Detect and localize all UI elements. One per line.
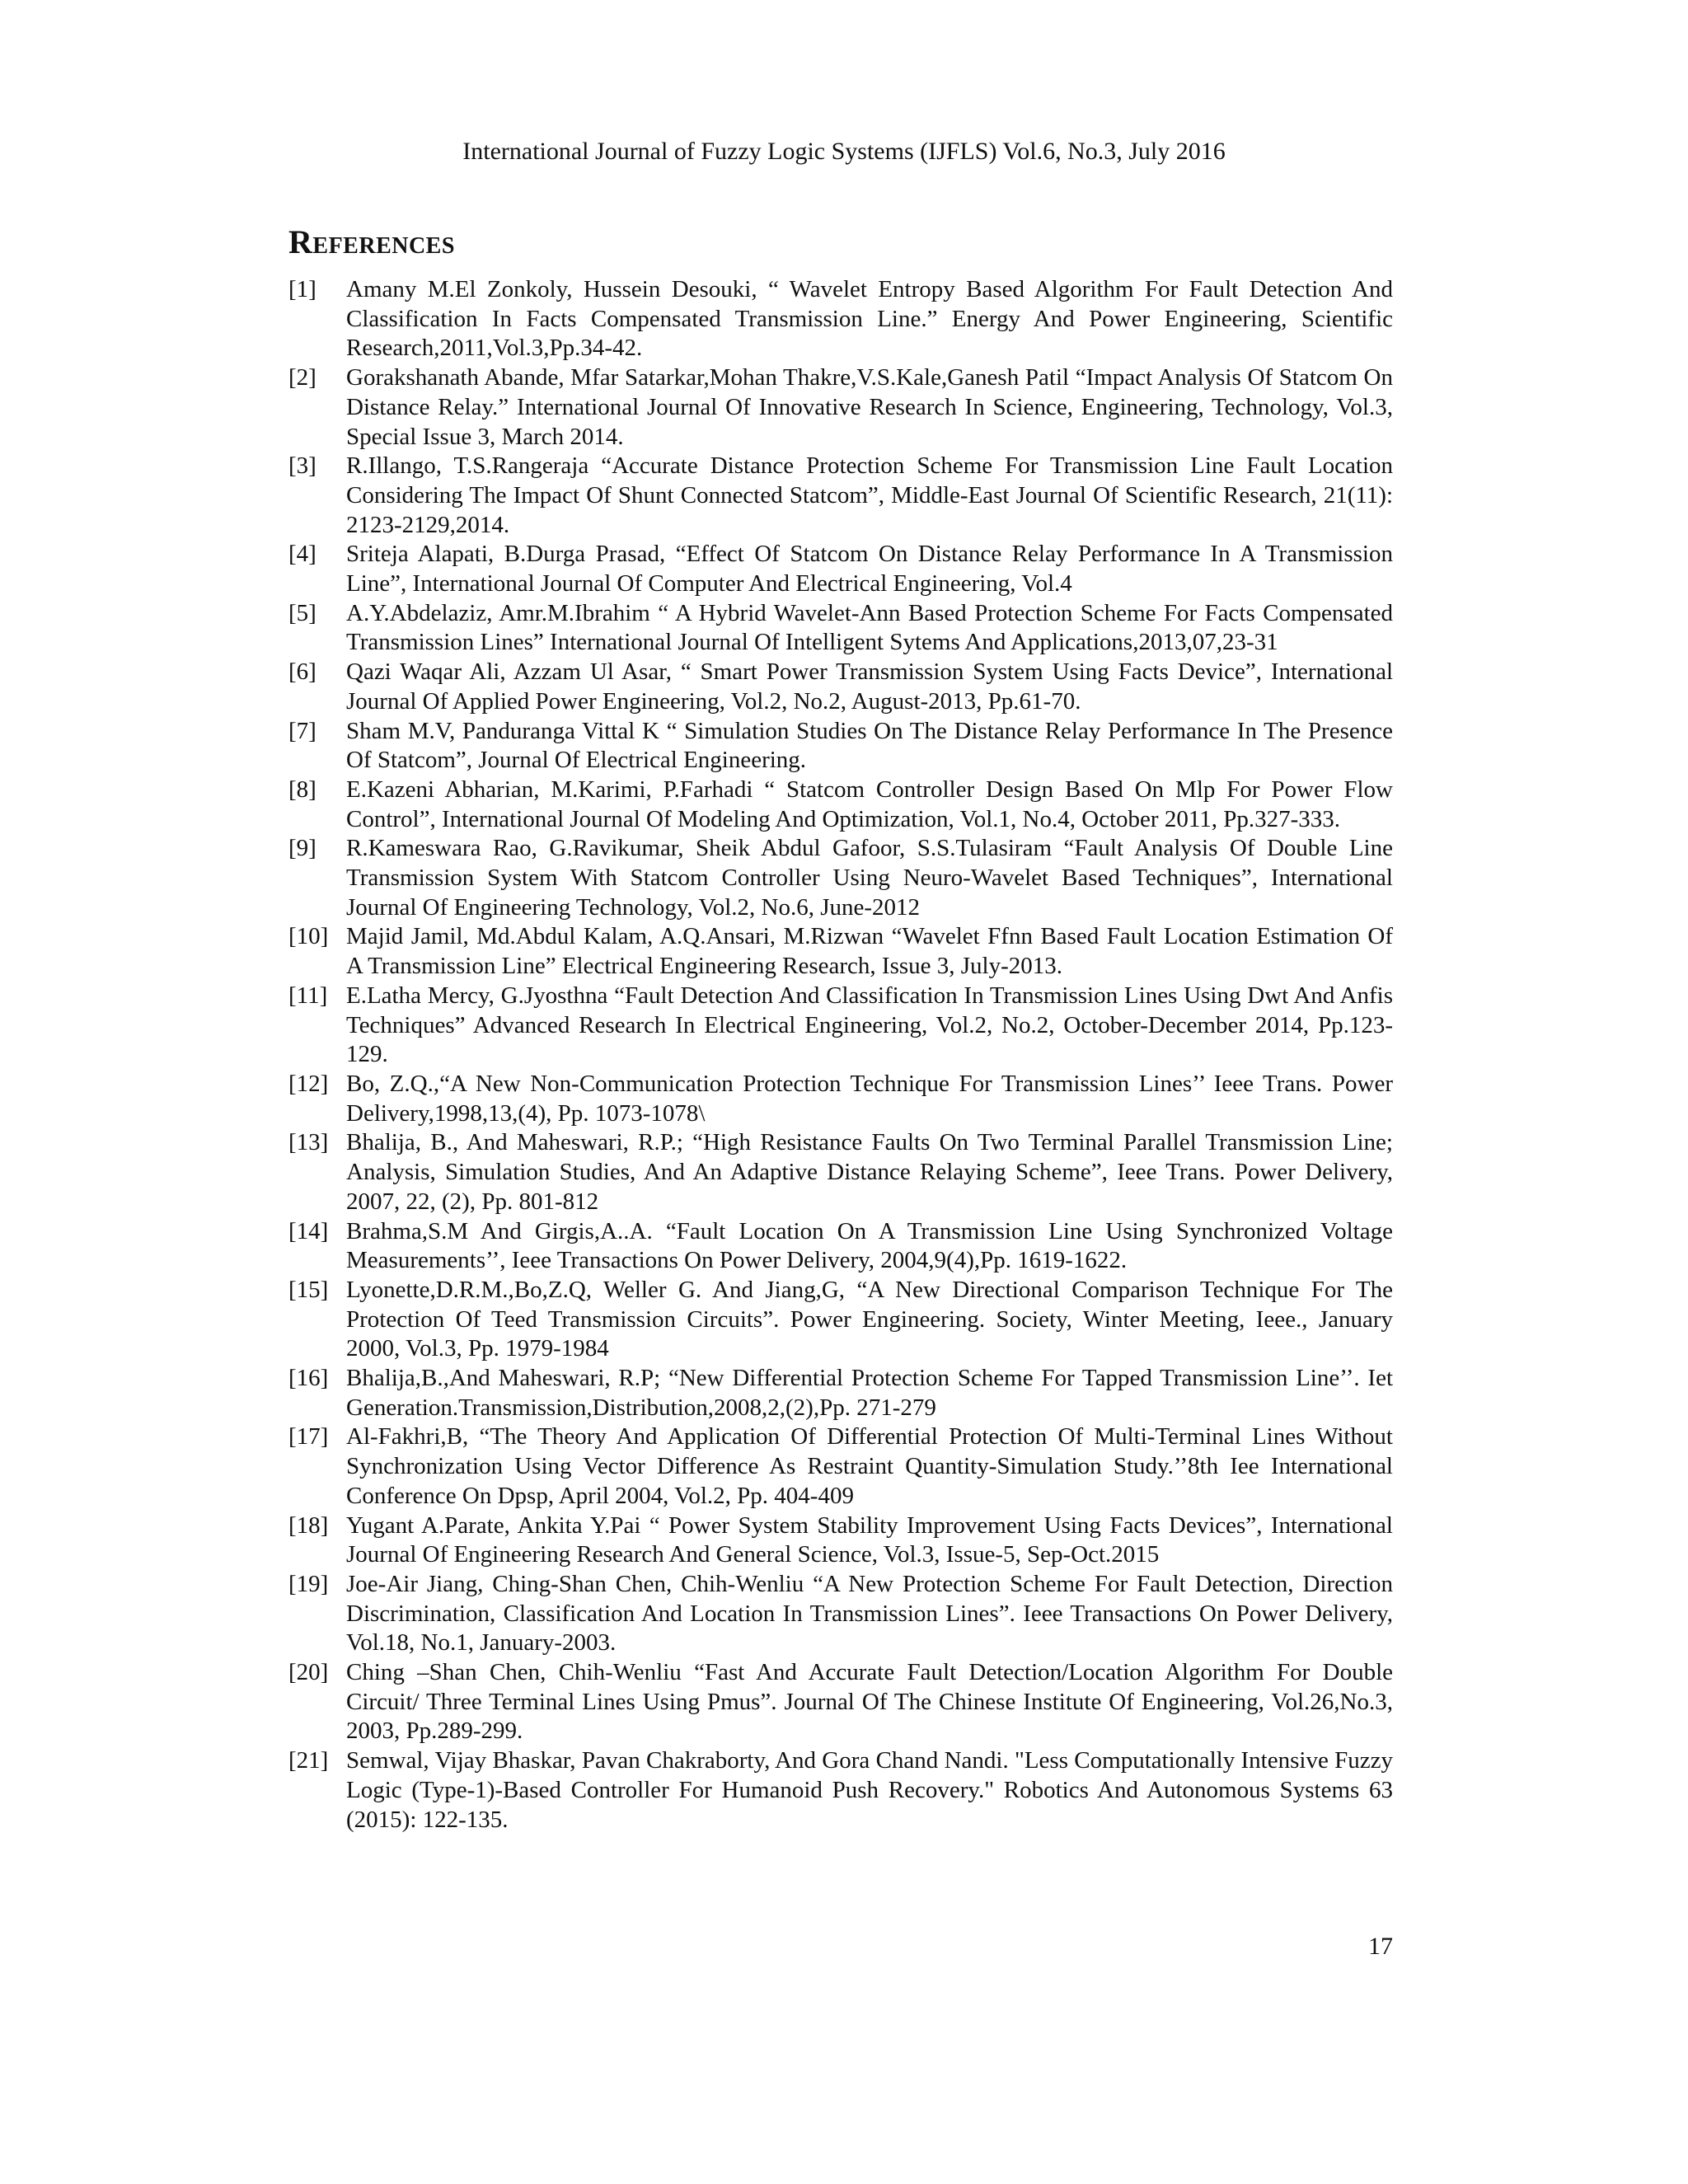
reference-item (288, 922, 1393, 981)
reference-item (288, 1276, 1393, 1364)
reference-item (288, 717, 1393, 776)
reference-number: [2] (288, 364, 316, 391)
reference-number: [7] (288, 717, 316, 744)
reference-number: [13] (288, 1129, 329, 1156)
reference-number: [21] (288, 1747, 329, 1774)
reference-item (288, 1746, 1393, 1835)
reference-number: [9] (288, 835, 316, 862)
reference-item (288, 1422, 1393, 1511)
reference-item (288, 834, 1393, 922)
reference-item (288, 1570, 1393, 1658)
reference-text: Ching –Shan Chen, Chih-Wenliu “Fast And Accurate Fault Detection/Location Algorithm For Double Circuit/ Three Terminal Lines Using Pmus”. Journal Of The Chinese Institute Of Engineering, Vol.26,No.3, 2003, Pp.289-299. (346, 1659, 1393, 1745)
reference-text: Al-Fakhri,B, “The Theory And Application Of Differential Protection Of Multi-Terminal Lines Without Synchronization Using Vector Difference As Restraint Quantity-Simulation Study.’’8th Iee International Conference On Dpsp, April 2004, Vol.2, Pp. 404-409 (346, 1423, 1393, 1509)
reference-item (288, 1658, 1393, 1746)
reference-number: [11] (288, 982, 328, 1009)
reference-number: [20] (288, 1659, 329, 1686)
reference-text: E.Kazeni Abharian, M.Karimi, P.Farhadi “ Statcom Controller Design Based On Mlp For Power Flow Control”, International Journal Of Modeling And Optimization, Vol.1, No.4, October 2011, Pp.327-333. (346, 776, 1393, 832)
reference-text: Joe-Air Jiang, Ching-Shan Chen, Chih-Wenliu “A New Protection Scheme For Fault Detection, Direction Discrimination, Classification And Location In Transmission Lines”. Ieee Transactions On Power Delivery, Vol.18, No.1, January-2003. (346, 1570, 1393, 1657)
reference-item (288, 982, 1393, 1070)
reference-text: R.Kameswara Rao, G.Ravikumar, Sheik Abdul Gafoor, S.S.Tulasiram “Fault Analysis Of Double Line Transmission System With Statcom Controller Using Neuro-Wavelet Based Techniques”, International Journal Of Engineering Technology, Vol.2, No.6, June-2012 (346, 835, 1393, 921)
reference-item (288, 1217, 1393, 1276)
reference-number: [14] (288, 1217, 329, 1244)
reference-number: [6] (288, 658, 316, 686)
reference-text: Lyonette,D.R.M.,Bo,Z.Q, Weller G. And Jiang,G, “A New Directional Comparison Technique For The Protection Of Teed Transmission Circuits”. Power Engineering. Society, Winter Meeting, Ieee., January 2000, Vol.3, Pp. 1979-1984 (346, 1276, 1393, 1362)
reference-number: [4] (288, 541, 316, 568)
reference-text: Sriteja Alapati, B.Durga Prasad, “Effect Of Statcom On Distance Relay Performance In A Transmission Line”, International Journal Of Computer And Electrical Engineering, Vol.4 (346, 541, 1393, 598)
reference-number: [3] (288, 452, 316, 480)
reference-number: [15] (288, 1276, 329, 1303)
reference-item (288, 275, 1393, 363)
reference-text: Majid Jamil, Md.Abdul Kalam, A.Q.Ansari, M.Rizwan “Wavelet Ffnn Based Fault Location Estimation Of A Transmission Line” Electrical Engineering Research, Issue 3, July-2013. (346, 923, 1393, 980)
reference-number: [8] (288, 776, 316, 803)
reference-item (288, 1511, 1393, 1570)
reference-text: E.Latha Mercy, G.Jyosthna “Fault Detection And Classification In Transmission Lines Using Dwt And Anfis Techniques” Advanced Research In Electrical Engineering, Vol.2, No.2, October-December 2014, Pp.123-129. (346, 982, 1393, 1068)
reference-text: Sham M.V, Panduranga Vittal K “ Simulation Studies On The Distance Relay Performance In The Presence Of Statcom”, Journal Of Electrical Engineering. (346, 717, 1393, 774)
reference-number: [16] (288, 1365, 329, 1392)
reference-text: Bo, Z.Q.,“A New Non-Communication Protection Technique For Transmission Lines’’ Ieee Trans. Power Delivery,1998,13,(4), Pp. 1073-1078\ (346, 1070, 1393, 1127)
reference-text: Yugant A.Parate, Ankita Y.Pai “ Power System Stability Improvement Using Facts Devices”, International Journal Of Engineering Research And General Science, Vol.3, Issue-5, Sep-Oct.2015 (346, 1511, 1393, 1568)
reference-text: Semwal, Vijay Bhaskar, Pavan Chakraborty, And Gora Chand Nandi. "Less Computationally Intensive Fuzzy Logic (Type-1)-Based Controller For Humanoid Push Recovery." Robotics And Autonomous Systems 63 (2015): 122-135. (346, 1747, 1393, 1833)
reference-item (288, 1128, 1393, 1216)
reference-text: Gorakshanath Abande, Mfar Satarkar,Mohan Thakre,V.S.Kale,Ganesh Patil “Impact Analysis Of Statcom On Distance Relay.” International Journal Of Innovative Research In Science, Engineering, Technology, Vol.3, Special Issue 3, March 2014. (346, 364, 1393, 450)
reference-text: Bhalija,B.,And Maheswari, R.P; “New Differential Protection Scheme For Tapped Transmission Line’’. Iet Generation.Transmission,Distribution,2008,2,(2),Pp. 271-279 (346, 1365, 1393, 1421)
reference-text: Qazi Waqar Ali, Azzam Ul Asar, “ Smart Power Transmission System Using Facts Device”, International Journal Of Applied Power Engineering, Vol.2, No.2, August-2013, Pp.61-70. (346, 658, 1393, 715)
page-number: 17 (1368, 1933, 1393, 1960)
reference-item (288, 540, 1393, 598)
reference-item (288, 452, 1393, 540)
reference-text: A.Y.Abdelaziz, Amr.M.Ibrahim “ A Hybrid Wavelet-Ann Based Protection Scheme For Facts Compensated Transmission Lines” International Journal Of Intelligent Sytems And Applications,2013,07,23-31 (346, 599, 1393, 656)
reference-number: [10] (288, 923, 329, 950)
reference-number: [18] (288, 1511, 329, 1539)
reference-number: [5] (288, 599, 316, 626)
reference-item (288, 658, 1393, 716)
reference-text: Bhalija, B., And Maheswari, R.P.; “High Resistance Faults On Two Terminal Parallel Transmission Line; Analysis, Simulation Studies, And An Adaptive Distance Relaying Scheme”, Ieee Trans. Power Delivery, 2007, 22, (2), Pp. 801-812 (346, 1129, 1393, 1215)
reference-number: [1] (288, 276, 316, 302)
reference-item (288, 776, 1393, 834)
reference-item (288, 599, 1393, 658)
reference-text: R.Illango, T.S.Rangeraja “Accurate Distance Protection Scheme For Transmission Line Fault Location Considering The Impact Of Shunt Connected Statcom”, Middle-East Journal Of Scientific Research, 21(11): 2123-2129,2014. (346, 452, 1393, 538)
reference-text: Brahma,S.M And Girgis,A..A. “Fault Location On A Transmission Line Using Synchronized Voltage Measurements’’, Ieee Transactions On Power Delivery, 2004,9(4),Pp. 1619-1622. (346, 1217, 1393, 1274)
reference-number: [12] (288, 1070, 329, 1097)
reference-item (288, 1070, 1393, 1128)
reference-item (288, 1364, 1393, 1422)
section-title: References (288, 223, 455, 260)
reference-text: Amany M.El Zonkoly, Hussein Desouki, “ Wavelet Entropy Based Algorithm For Fault Detection And Classification In Facts Compensated Transmission Line.” Energy And Power Engineering, Scientific Research,2011,Vol.3,Pp.34-42. (346, 276, 1393, 362)
running-header: International Journal of Fuzzy Logic Systems (IJFLS) Vol.6, No.3, July 2016 (462, 138, 1226, 165)
reference-number: [19] (288, 1570, 329, 1597)
reference-list (288, 275, 1393, 1835)
reference-number: [17] (288, 1423, 329, 1451)
reference-item (288, 363, 1393, 452)
